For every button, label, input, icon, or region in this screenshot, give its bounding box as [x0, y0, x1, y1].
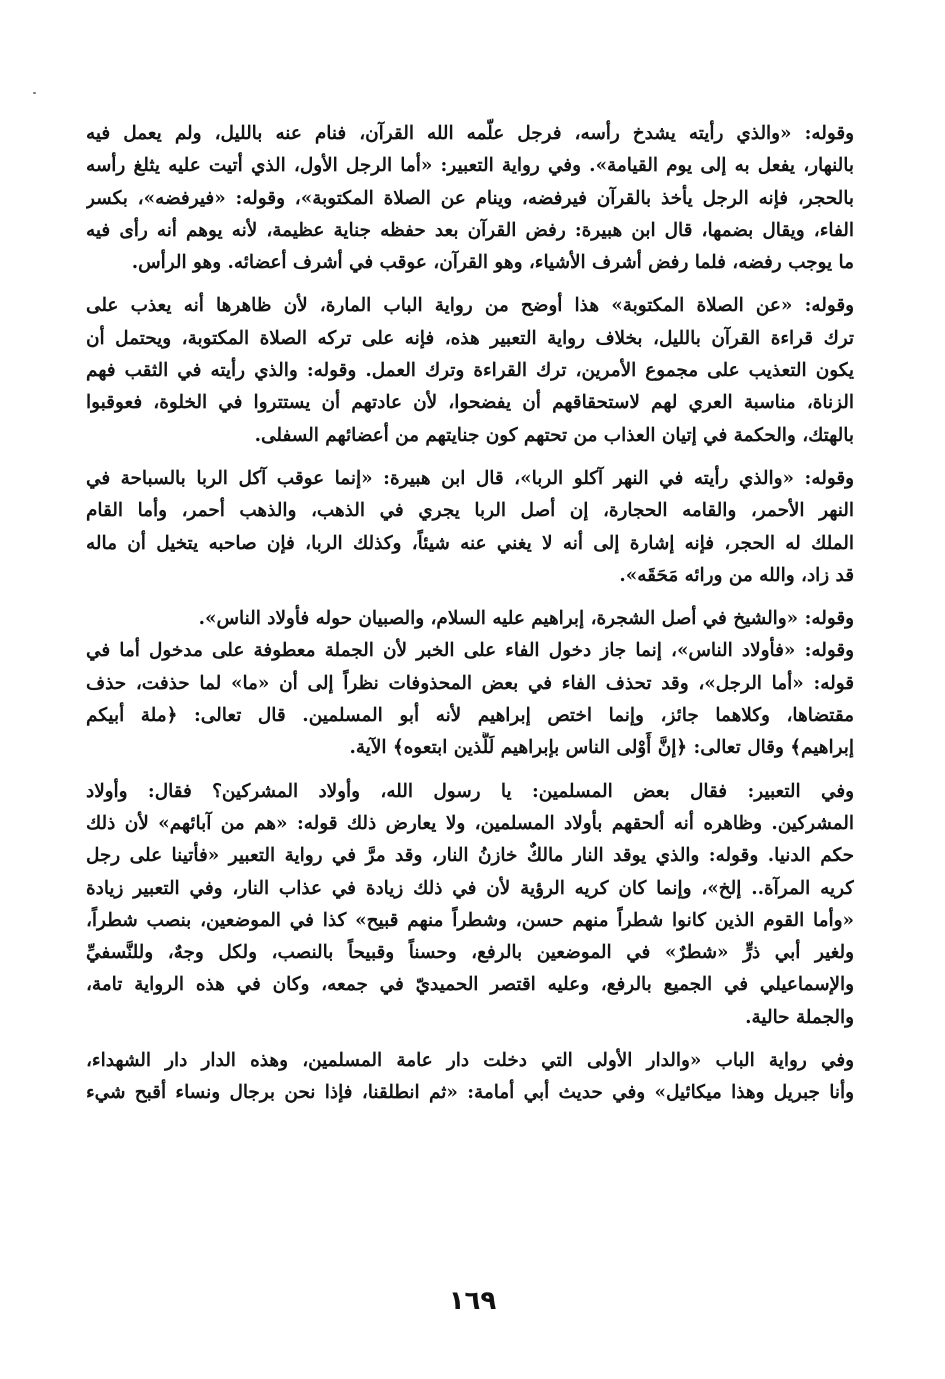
page-number: ١٦٩: [448, 1286, 497, 1316]
text-line: المشركين. وظاهره أنه ألحقهم بأولاد المسلمين، ولا يعارض ذلك قوله: «هم من آبائهم» لأن ذلك: [86, 812, 854, 834]
text-line: الفاء، ويقال بضمها، قال ابن هبيرة: رفض القرآن بعد حفظه جناية عظيمة، لأنه يوهم أنه رأى فيه: [86, 219, 854, 241]
paragraph-6: [86, 1045, 854, 1110]
text-line: «وأما القوم الذين كانوا شطراً منهم حسن، وشطراً منهم قبيح» كذا في الموضعين، بنصب شطراً،: [86, 909, 854, 931]
text-line: والإسماعيلي في الجميع بالرفع، وعليه اقتصر الحميديّ في جمعه، وكان في هذه الرواية تامة،: [86, 974, 854, 996]
text-line: كريه المرآة.. إلخ»، وإنما كان كريه الرؤية لأن في ذلك زيادة في عذاب النار، وفي التعبير زيادة: [86, 877, 854, 899]
text-line: قد زاد، والله من ورائه مَحَقَه».: [619, 564, 854, 586]
text-line: مقتضاها، وكلاهما جائز، وإنما اختص إبراهيم لأنه أبو المسلمين. قال تعالى: ﴿ملة أبيكم: [86, 705, 854, 727]
text-line: بالهتك، والحكمة في إتيان العذاب من تحتهم كون جنايتهم من أعضائهم السفلى.: [254, 424, 854, 446]
text-line: الزناة، مناسبة العري لهم لاستحقاقهم أن يفضحوا، لأن عادتهم أن يستتروا في الخلوة، فعوقبوا: [86, 392, 854, 414]
text-line: وفي التعبير: فقال بعض المسلمين: يا رسول الله، وأولاد المشركين؟ فقال: وأولاد: [86, 780, 854, 802]
text-line: الملك له الحجر، فإنه إشارة إلى أنه لا يغني عنه شيئاً، وكذلك الربا، فإن صاحبه يتخيل أن ماله: [86, 532, 854, 554]
text-line: إبراهيم﴾ وقال تعالى: ﴿إنَّ أَوْلى الناس بإبراهيم لَلَّذين ابتعوه﴾ الآية.: [349, 737, 854, 759]
text-line: وقوله: «والذي رأيته يشدخ رأسه، فرجل علّمه الله القرآن، فنام عنه بالليل، ولم يعمل فيه: [86, 123, 854, 144]
text-line: وأنا جبريل وهذا ميكائيل» وفي حديث أبي أمامة: «ثم انطلقنا، فإذا نحن برجال ونساء أقبح شيء: [86, 1082, 854, 1104]
scan-speck: [33, 92, 36, 94]
text-line: ما يوجب رفضه، فلما رفض أشرف الأشياء، وهو القرآن، عوقب في أشرف أعضائه. وهو الرأس.: [131, 252, 854, 274]
text-line: وقوله: «فأولاد الناس»، إنما جاز دخول الفاء على الخبر لأن الجملة معطوفة على مدخول أما في: [86, 640, 854, 662]
text-line: بالحجر، فإنه الرجل يأخذ بالقرآن فيرفضه، وينام عن الصلاة المكتوبة»، وقوله: «فيرفضه»، بكسر: [86, 187, 854, 209]
body-text: [86, 118, 854, 1121]
text-line: وقوله: «والذي رأيته في النهر آكلو الربا»، قال ابن هبيرة: «إنما عوقب آكل الربا بالسباحة في: [86, 467, 854, 489]
paragraph-3: [86, 463, 854, 592]
text-line: والجملة حالية.: [745, 1006, 854, 1028]
text-line: يكون التعذيب على مجموع الأمرين، ترك القراءة وترك العمل. وقوله: والذي رأيته في الثقب فهم: [86, 360, 854, 382]
paragraph-1: [86, 118, 854, 279]
text-line: وقوله: «عن الصلاة المكتوبة» هذا أوضح من رواية الباب المارة، لأن ظاهرها أنه يعذب على: [86, 295, 854, 317]
text-line: قوله: «أما الرجل»، وقد تحذف الفاء في بعض المحذوفات نظراً إلى أن «ما» لما حذفت، حذف: [86, 672, 854, 694]
text-line: ترك قراءة القرآن بالليل، بخلاف رواية التعبير هذه، فإنه على تركه الصلاة المكتوبة، ويحتمل أن: [86, 327, 854, 349]
text-line: وقوله: «والشيخ في أصل الشجرة، إبراهيم عليه السلام، والصبيان حوله فأولاد الناس».: [198, 608, 854, 630]
text-line: وفي رواية الباب «والدار الأولى التي دخلت دار عامة المسلمين، وهذه الدار دار الشهداء،: [86, 1050, 854, 1072]
paragraph-2: [86, 290, 854, 451]
text-line: حكم الدنيا. وقوله: والذي يوقد النار مالكٌ خازنُ النار، وقد مرَّ في رواية التعبير «فأتينا على رجل: [86, 845, 854, 867]
text-line: النهر الأحمر، والقامه الحجارة، إن أصل الربا يجري في الذهب، والذهب أحمر، وأما القام: [86, 500, 854, 522]
text-line: بالنهار، يفعل به إلى يوم القيامة». وفي رواية التعبير: «أما الرجل الأول، الذي أتيت عليه يثلغ رأسه: [86, 155, 854, 177]
text-line: ولغير أبي ذرٍّ «شطرٌ» في الموضعين بالرفع، وحسناً وقبيحاً بالنصب، ولكل وجهٌ، وللنَّسفيِّ: [86, 942, 854, 964]
paragraph-4: [86, 603, 854, 764]
paragraph-5: [86, 776, 854, 1034]
